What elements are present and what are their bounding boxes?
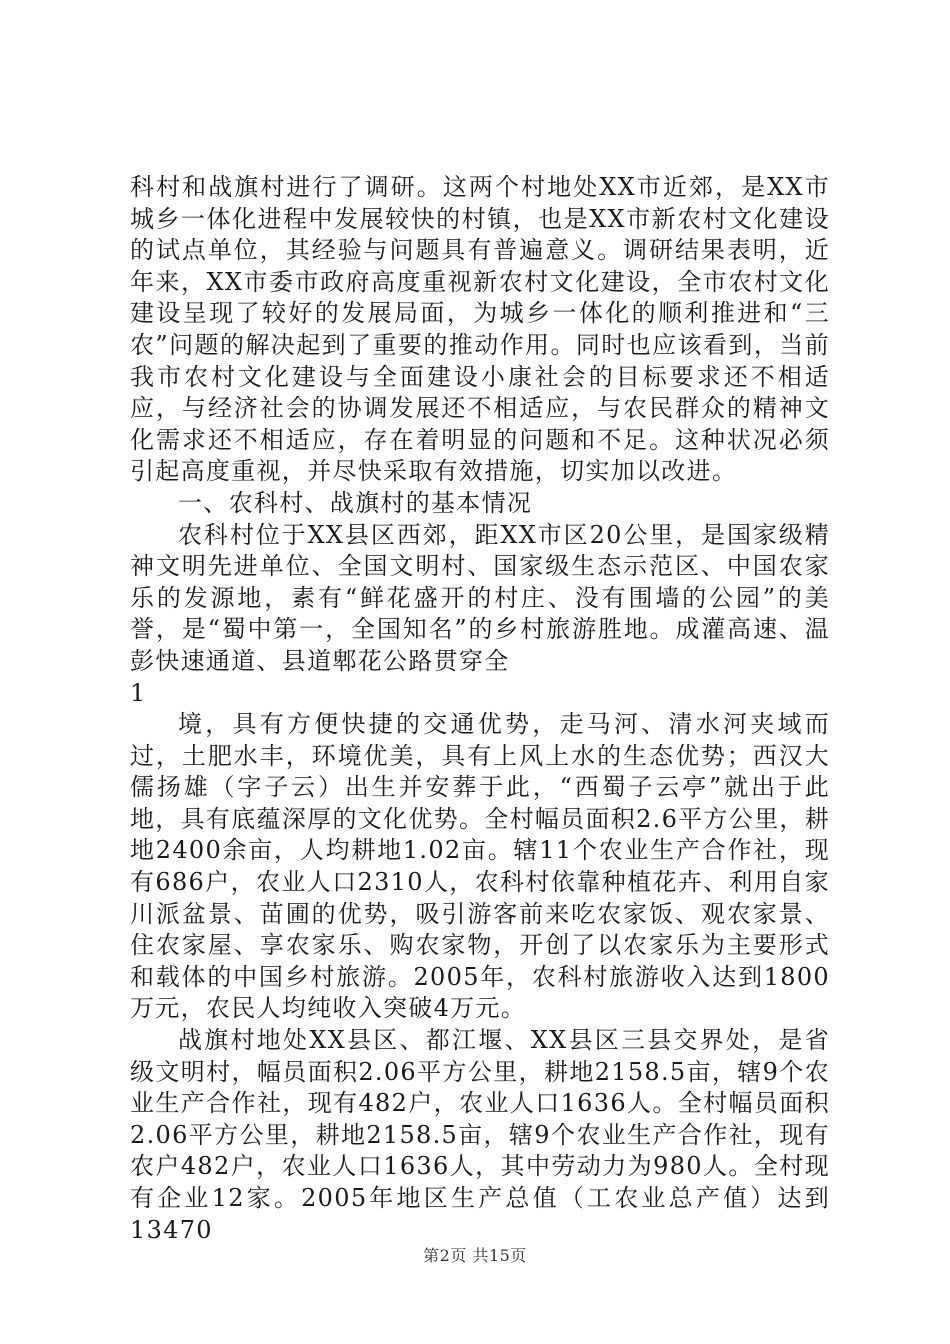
document-body [130, 172, 830, 1246]
inline-page-number: 1 [130, 678, 147, 707]
paragraph-intro-continuation: 科村和战旗村进行了调研。这两个村地处XX市近郊，是XX市城乡一体化进程中发展较快的村镇，也是XX市新农村文化建设的试点单位，其经验与问题具有普遍意义。调研结果表明，近年来，XX市委市政府高度重视新农村文化建设，全市农村文化建设呈现了较好的发展局面，为城乡一体化的顺利推进和“三农”问题的解决起到了重要的推动作用。同时也应该看到，当前我市农村文化建设与全面建设小康社会的目标要求还不相适应，与经济社会的协调发展还不相适应，与农民群众的精神文化需求还不相适应，存在着明显的问题和不足。这种状况必须引起高度重视，并尽快采取有效措施，切实加以改进。 [130, 173, 830, 486]
page-footer: 第2页 共15页 [423, 1246, 527, 1265]
section-heading: 一、农科村、战旗村的基本情况 [178, 488, 533, 517]
paragraph-nongke-village: 农科村位于XX县区西郊，距XX市区20公里，是国家级精神文明先进单位、全国文明村、国家级生态示范区、中国农家乐的发源地，素有“鲜花盛开的村庄、没有围墙的公园”的美誉，是“蜀中第一，全国知名”的乡村旅游胜地。成灌高速、温彭快速通道、县道郫花公路贯穿全 [130, 520, 830, 675]
paragraph-nongke-details: 境，具有方便快捷的交通优势，走马河、清水河夹域而过，土肥水丰，环境优美，具有上风上水的生态优势；西汉大儒扬雄（字子云）出生并安葬于此，“西蜀子云亭”就出于此地，具有底蕴深厚的文化优势。全村幅员面积2.6平方公里，耕地2400余亩，人均耕地1.02亩。辖11个农业生产合作社，现有686户，农业人口2310人，农科村依靠种植花卉、利用自家川派盆景、苗圃的优势，吸引游客前来吃农家饭、观农家景、住农家屋、享农家乐、购农家物，开创了以农家乐为主要形式和载体的中国乡村旅游。2005年，农科村旅游收入达到1800万元，农民人均纯收入突破4万元。 [130, 710, 830, 1023]
paragraph-zhanqi-village: 战旗村地处XX县区、都江堰、XX县区三县交界处，是省级文明村，幅员面积2.06平方公里，耕地2158.5亩，辖9个农业生产合作社，现有482户，农业人口1636人。全村幅员面积2.06平方公里，耕地2158.5亩，辖9个农业生产合作社，现有农户482户，农业人口1636人，其中劳动力为980人。全村现有企业12家。2005年地区生产总值（工农业总产值）达到13470 [130, 1026, 830, 1244]
